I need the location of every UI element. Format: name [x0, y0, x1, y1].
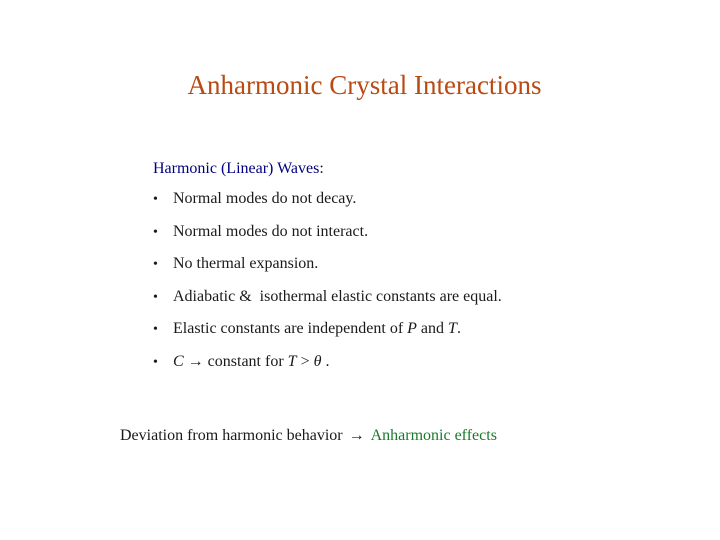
section-heading-colon: :: [319, 160, 324, 177]
bullet-text-pre: Elastic constants are independent of: [173, 320, 408, 338]
bullet-text-and: and: [416, 320, 449, 338]
bullet-text-mid: constant for: [207, 352, 288, 370]
conclusion-result: Anharmonic effects: [370, 427, 497, 444]
bullet-text: [173, 320, 461, 338]
section-heading-text: Harmonic (Linear) Waves: [153, 160, 320, 177]
bullet-icon: •: [153, 192, 158, 207]
section-heading: [153, 160, 324, 178]
arrow-icon: →: [348, 427, 365, 444]
theta-symbol: θ: [313, 352, 322, 370]
bullet-item: [153, 288, 502, 321]
bullet-item: [153, 255, 502, 288]
bullet-text: [173, 353, 329, 371]
bullet-icon: •: [153, 257, 158, 273]
pressure-symbol: P: [407, 320, 417, 338]
slide-title: Anharmonic Crystal Interactions: [187, 70, 542, 100]
bullet-icon: •: [153, 224, 158, 240]
bullet-text-end: .: [456, 320, 461, 338]
bullet-text: Normal modes do not interact.: [173, 222, 369, 240]
bullet-item: [153, 190, 502, 223]
conclusion-line: [120, 427, 497, 445]
bullet-text: Normal modes do not decay.: [173, 190, 357, 207]
temperature-symbol: T: [448, 320, 457, 338]
bullet-text: No thermal expansion.: [173, 255, 319, 273]
bullet-icon: •: [153, 289, 158, 305]
temperature-symbol: T: [287, 352, 297, 370]
bullet-item: [153, 223, 502, 256]
greater-than-sign: >: [296, 352, 314, 370]
bullet-icon: •: [153, 322, 158, 338]
bullet-item: [153, 353, 502, 386]
bullet-item: [153, 320, 502, 353]
bullet-list: [153, 190, 502, 386]
conclusion-text: Deviation from harmonic behavior: [120, 427, 343, 444]
bullet-text-end: .: [321, 352, 330, 370]
bullet-icon: •: [153, 354, 158, 370]
arrow-icon: →: [183, 352, 208, 370]
bullet-text: Adiabatic & isothermal elastic constants are equal.: [173, 287, 502, 305]
heat-capacity-symbol: C: [173, 352, 184, 370]
